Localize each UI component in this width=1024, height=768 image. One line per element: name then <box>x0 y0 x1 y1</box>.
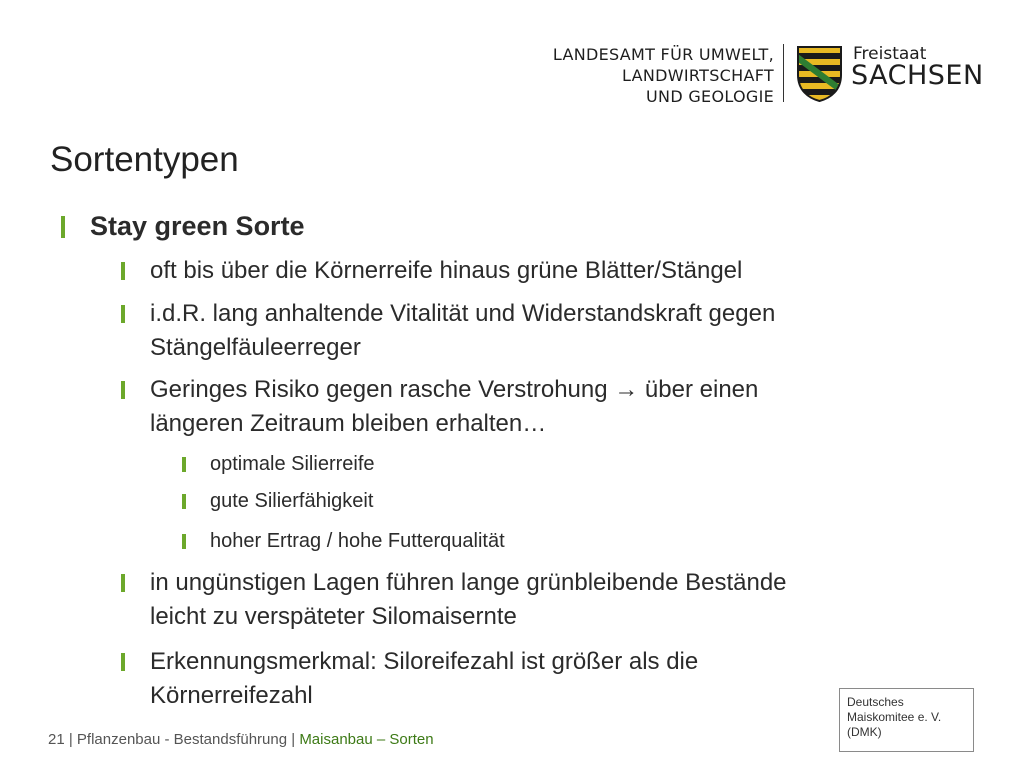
point-4 <box>150 566 910 634</box>
state-name-small: Freistaat <box>853 44 927 64</box>
point-5-line-2: Körnerreifezahl <box>150 682 313 709</box>
point-5 <box>150 645 910 713</box>
bullet-marker <box>121 381 125 399</box>
subpoint-2: gute Silierfähigkeit <box>210 490 374 512</box>
footer-separator: | <box>287 731 300 748</box>
bullet-marker <box>121 262 125 280</box>
point-1-line-1: oft bis über die Körnerreife hinaus grüne Blätter/Stängel <box>150 257 743 284</box>
heading-stay-green: Stay green Sorte <box>90 211 305 241</box>
footer <box>48 731 434 748</box>
bullet-marker <box>121 305 125 323</box>
bullet-marker <box>182 494 186 509</box>
slide-title: Sortentypen <box>50 140 239 179</box>
bullet-marker <box>182 457 186 472</box>
source-line-3: (DMK) <box>847 725 882 739</box>
bullet-marker <box>182 534 186 549</box>
footer-topic: Maisanbau – Sorten <box>299 731 434 748</box>
bullet-marker <box>121 653 125 671</box>
source-line-2: Maiskomitee e. V. <box>847 710 942 724</box>
saxony-coat-of-arms-icon <box>796 45 843 102</box>
logo-line-3: UND GEOLOGIE <box>646 87 774 106</box>
subpoint-3: hoher Ertrag / hohe Futterqualität <box>210 530 505 552</box>
footer-separator: | <box>64 731 77 748</box>
logo-line-2: LANDWIRTSCHAFT <box>622 66 774 85</box>
point-5-line-1: Erkennungsmerkmal: Siloreifezahl ist größer als die <box>150 648 699 675</box>
bullet-marker <box>61 216 65 238</box>
point-4-line-1: in ungünstigen Lagen führen lange grünbleibende Bestände <box>150 569 787 596</box>
state-name-big: SACHSEN <box>851 60 984 91</box>
lfulg-logo-text <box>553 44 774 107</box>
point-2 <box>150 297 910 365</box>
footer-section: Pflanzenbau - Bestandsführung <box>76 731 288 748</box>
logo-divider <box>783 44 784 102</box>
point-2-line-1: i.d.R. lang anhaltende Vitalität und Widerstandskraft gegen <box>150 300 776 327</box>
source-box <box>839 688 974 752</box>
point-2-line-2: Stängelfäuleerreger <box>150 334 361 361</box>
point-1 <box>150 254 910 288</box>
point-4-line-2: leicht zu verspäteter Silomaisernte <box>150 603 517 630</box>
point-3 <box>150 373 910 441</box>
subpoint-1: optimale Silierreife <box>210 453 375 475</box>
source-line-1: Deutsches <box>847 695 904 709</box>
logo-line-1: LANDESAMT FÜR UMWELT, <box>552 45 774 64</box>
point-3-line-1: Geringes Risiko gegen rasche Verstrohung → über einen <box>150 376 759 403</box>
bullet-marker <box>121 574 125 592</box>
page-number: 21 <box>48 731 65 748</box>
point-3-line-2: längeren Zeitraum bleiben erhalten… <box>150 410 547 437</box>
